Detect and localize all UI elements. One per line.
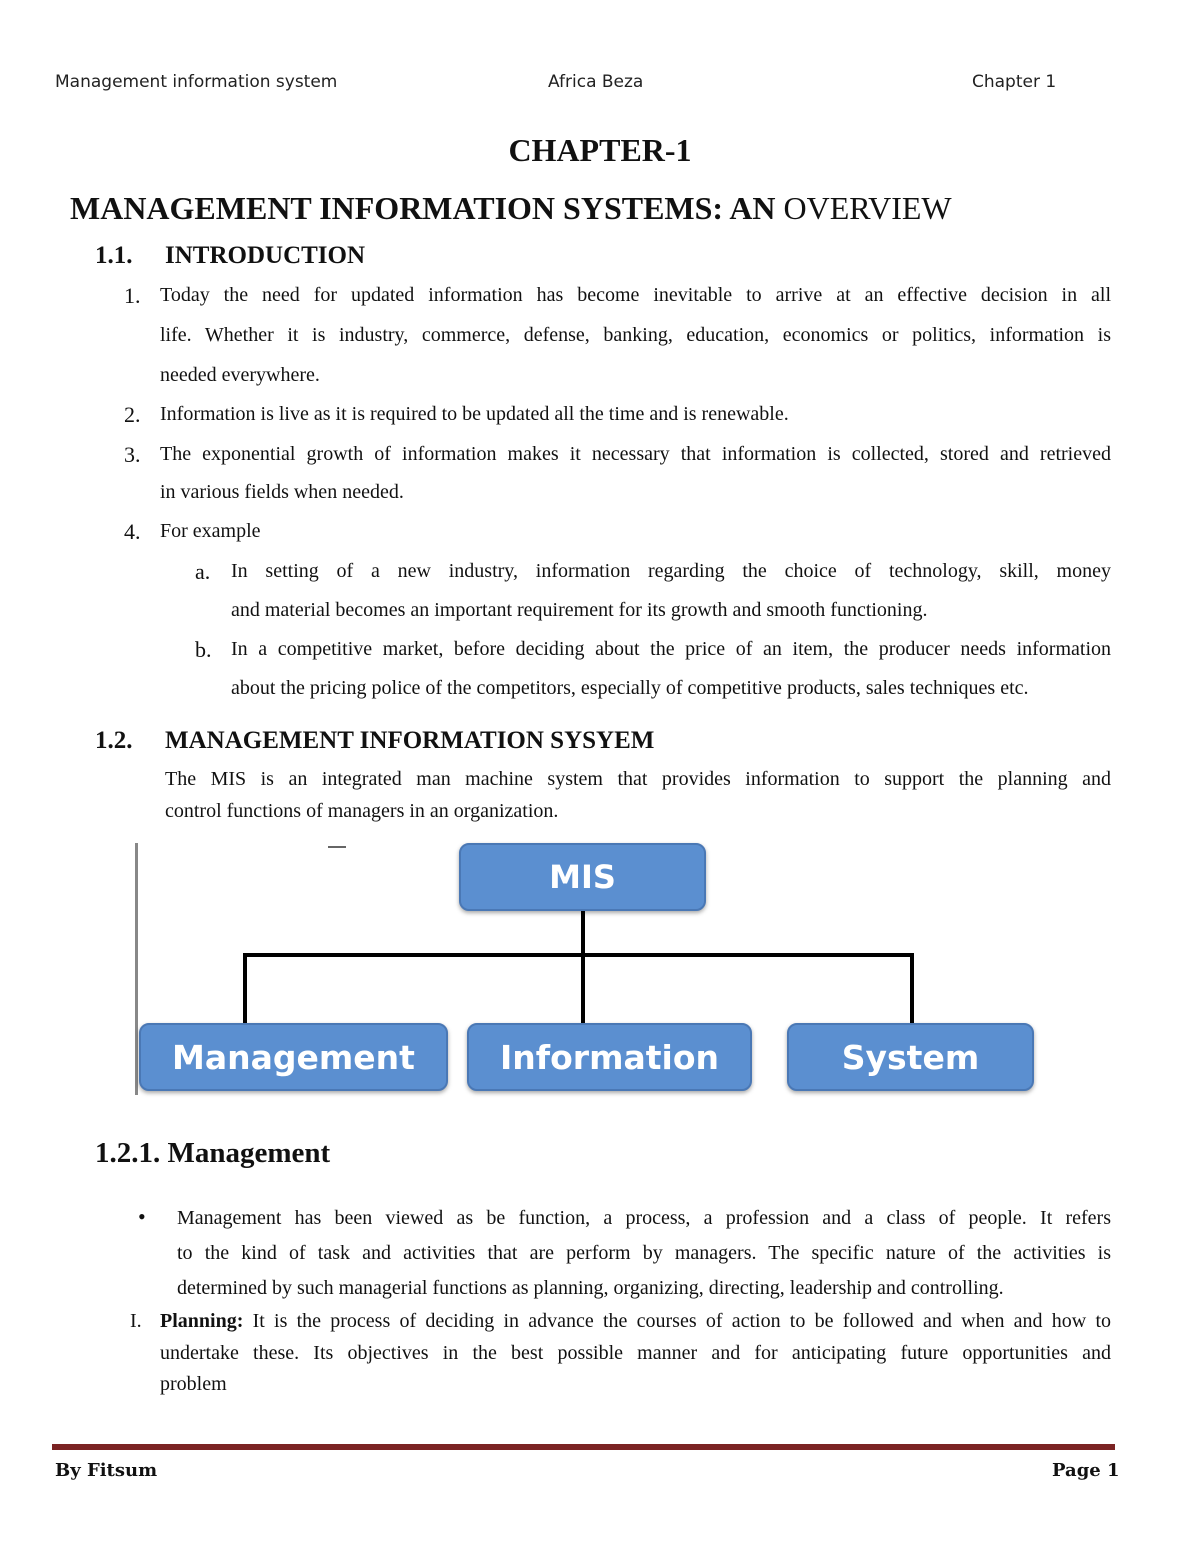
management-bullet-line-3: determined by such managerial functions as planning, organizing, directing, leadership and controlling. (177, 1277, 1004, 1299)
diagram-stray-mark (328, 846, 346, 848)
section-title: INTRODUCTION (165, 242, 366, 269)
connector-horizontal (243, 953, 914, 957)
list-marker-1: 1. (124, 283, 141, 308)
diagram-box-mis: MIS (459, 843, 706, 911)
connector-management (243, 953, 247, 1025)
diagram-left-border (135, 843, 138, 1095)
title-regular: OVERVIEW (775, 190, 952, 226)
sub-item-a-line-1: In setting of a new industry, information regarding the choice of technology, skill, money (231, 560, 1111, 582)
intro-item-1-line-2: life. Whether it is industry, commerce, defense, banking, education, economics or politics, information is (160, 324, 1111, 346)
header-center: Africa Beza (548, 72, 644, 92)
management-bullet-line-2: to the kind of task and activities that are perform by managers. The specific nature of the activities is (177, 1242, 1111, 1264)
mis-definition-line-1: The MIS is an integrated man machine system that provides information to support the planning and (165, 768, 1111, 790)
footer-author: By Fitsum (55, 1460, 158, 1481)
connector-information (581, 953, 585, 1025)
sub-marker-b: b. (195, 637, 212, 662)
sub-item-b-line-2: about the pricing police of the competitors, especially of competitive products, sales techniques etc. (231, 677, 1029, 699)
intro-item-3-line-1: The exponential growth of information makes it necessary that information is collected, stored and retrieved (160, 443, 1111, 465)
section-heading-management: 1.2.1. Management (95, 1137, 331, 1169)
header-right: Chapter 1 (972, 72, 1057, 92)
planning-line-1-text: It is the process of deciding in advance the courses of action to be followed and when and how to (243, 1310, 1111, 1332)
connector-system (910, 953, 914, 1025)
planning-label: Planning: (160, 1310, 244, 1332)
diagram-box-system: System (787, 1023, 1034, 1091)
mis-definition-line-2: control functions of managers in an organization. (165, 800, 559, 822)
header-left: Management information system (55, 72, 338, 92)
list-marker-4: 4. (124, 519, 141, 544)
connector-root-down (581, 909, 585, 956)
title-bold: MANAGEMENT INFORMATION SYSTEMS: AN (70, 190, 776, 226)
intro-item-1-line-1: Today the need for updated information has become inevitable to arrive at an effective decision in all (160, 284, 1111, 306)
planning-line-2: undertake these. Its objectives in the best possible manner and for anticipating future opportunities and (160, 1342, 1111, 1364)
page-title (70, 190, 952, 227)
chapter-label: CHAPTER-1 (508, 132, 692, 168)
section-heading-introduction (95, 242, 365, 270)
diagram-box-information: Information (467, 1023, 752, 1091)
planning-line-3: problem (160, 1373, 227, 1395)
intro-item-4-line-1: For example (160, 520, 261, 542)
sub-item-b-line-1: In a competitive market, before deciding about the price of an item, the producer needs information (231, 638, 1111, 660)
list-marker-3: 3. (124, 442, 141, 467)
section-number: 1.2. (95, 727, 133, 754)
intro-item-2-line-1: Information is live as it is required to be updated all the time and is renewable. (160, 403, 789, 425)
section-title: MANAGEMENT INFORMATION SYSYEM (165, 727, 655, 754)
diagram-box-management: Management (139, 1023, 448, 1091)
bullet-marker: • (138, 1204, 146, 1229)
intro-item-1-line-3: needed everywhere. (160, 364, 320, 386)
management-bullet-line-1: Management has been viewed as be function, a process, a profession and a class of people. It refers (177, 1207, 1111, 1229)
section-heading-mis (95, 727, 654, 755)
footer-page-number: Page 1 (1052, 1460, 1120, 1481)
section-number: 1.1. (95, 242, 133, 269)
planning-marker: I. (130, 1310, 142, 1332)
intro-item-3-line-2: in various fields when needed. (160, 481, 404, 503)
planning-line-1 (160, 1310, 1111, 1333)
sub-marker-a: a. (195, 559, 211, 584)
sub-item-a-line-2: and material becomes an important requirement for its growth and smooth functioning. (231, 599, 928, 621)
list-marker-2: 2. (124, 402, 141, 427)
footer-rule (52, 1444, 1115, 1450)
